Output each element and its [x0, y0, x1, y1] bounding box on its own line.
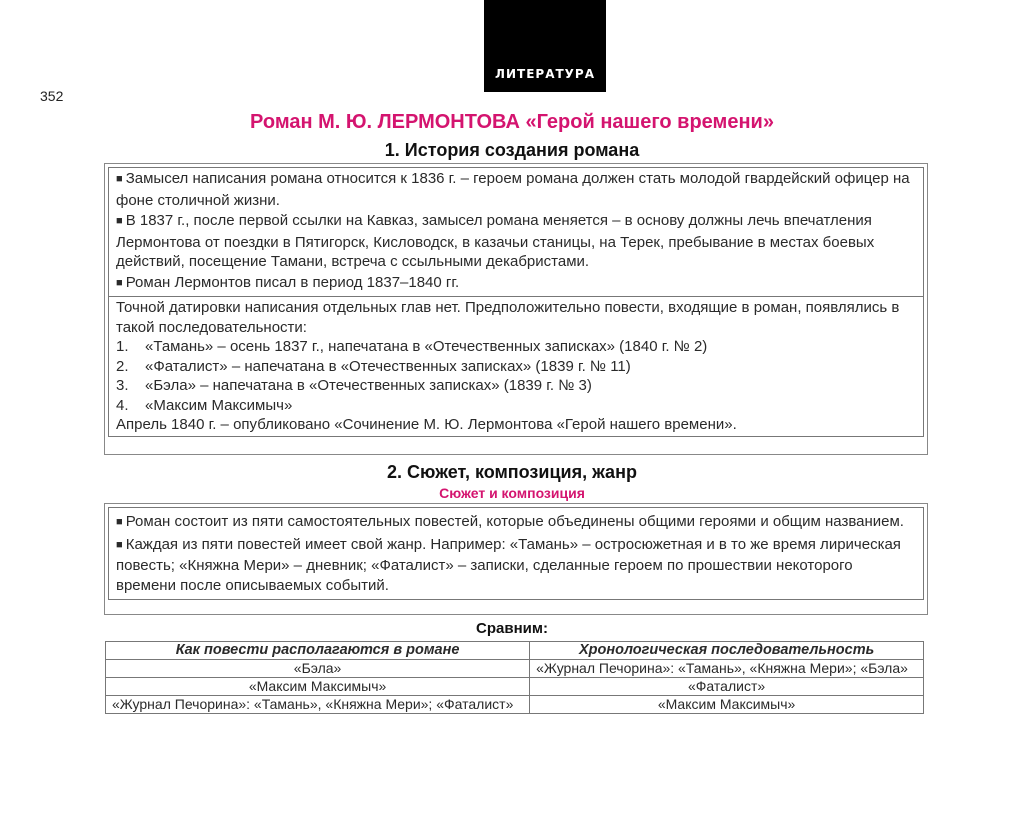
table-cell: «Журнал Печорина»: «Тамань», «Княжна Мери»; «Фаталист»: [106, 696, 530, 714]
table-cell: «Фаталист»: [530, 678, 924, 696]
table-cell: «Журнал Печорина»: «Тамань», «Княжна Мери»; «Бэла»: [530, 660, 924, 678]
section-1-title: 1. История создания романа: [384, 140, 640, 160]
section-2-inner: [108, 507, 924, 600]
bullet-item: ■ Каждая из пяти повестей имеет свой жанр. Например: «Тамань» – остросюжетная и в то же время лирическая повесть; «Княжна Мери» – дневник; «Фаталист» – записки, сделанные героем по прошествии некоторого времени после описываемых событий.: [116, 535, 916, 596]
dating-intro: Точной датировки написания отдельных глав нет. Предположительно повести, входящие в роман, появлялись в такой последовательности:: [116, 299, 900, 336]
list-number: 3.: [116, 377, 129, 394]
list-item: [116, 357, 916, 377]
list-text: «Максим Максимыч»: [145, 396, 293, 414]
column-header-novel-order: Как повести располагаются в романе: [106, 642, 530, 660]
list-number: 1.: [116, 338, 129, 355]
table-cell: «Бэла»: [106, 660, 530, 678]
comparison-table: [105, 641, 924, 714]
table-cell: «Максим Максимыч»: [530, 696, 924, 714]
header-tab: [484, 0, 606, 92]
publication-note: Апрель 1840 г. – опубликовано «Сочинение М. Ю. Лермонтова «Герой нашего времени».: [116, 416, 737, 433]
section-2-subtitle: Сюжет и композиция: [439, 485, 585, 501]
list-number: 2.: [116, 357, 129, 375]
compare-title: Сравним:: [476, 620, 548, 637]
header-label: ЛИТЕРАТУРА: [495, 67, 595, 81]
bullet-item: ■ Роман Лермонтов писал в период 1837–1840 гг.: [116, 273, 916, 295]
table-header-row: [106, 642, 924, 660]
table-cell: «Максим Максимыч»: [106, 678, 530, 696]
page-title: Роман М. Ю. ЛЕРМОНТОВА «Герой нашего времени»: [250, 111, 774, 133]
list-text: «Фаталист» – напечатана в «Отечественных записках» (1839 г. № 11): [145, 357, 631, 375]
story-order-list: [116, 337, 916, 415]
section-2-title: 2. Сюжет, композиция, жанр: [387, 462, 637, 482]
section-1-frame: [104, 163, 928, 455]
list-text: «Бэла» – напечатана в «Отечественных записках» (1839 г. № 3): [145, 377, 592, 394]
section-1-inner: [108, 167, 924, 437]
page-number: 352: [40, 88, 64, 104]
bullet-item: ■ В 1837 г., после первой ссылки на Кавказ, замысел романа меняется – в основу должны лечь впечатления Лермонтова от поездки в Пятигорск, Кисловодск, в казачьи станицы, на Терек, пребывание в местах боевых действий, посещение Тамани, встреча с ссыльными декабристами.: [116, 211, 916, 272]
table-row: [106, 660, 924, 678]
dating-box: [109, 296, 923, 436]
list-number: 4.: [116, 396, 129, 414]
list-item: [116, 337, 916, 357]
bullet-item: ■ Роман состоит из пяти самостоятельных повестей, которые объединены общими героями и общим названием.: [116, 512, 916, 534]
history-bullets-box: [109, 168, 923, 296]
bullet-item: ■ Замысел написания романа относится к 1836 г. – героем романа должен стать молодой гвардейский офицер на фоне столичной жизни.: [116, 169, 916, 210]
list-text: «Тамань» – осень 1837 г., напечатана в «Отечественных записках» (1840 г. № 2): [145, 338, 708, 355]
section-2-frame: [104, 503, 928, 615]
table-row: [106, 696, 924, 714]
column-header-chronology: Хронологическая последовательность: [530, 642, 924, 660]
composition-box: [109, 508, 923, 599]
table-row: [106, 678, 924, 696]
list-item: [116, 396, 916, 416]
list-item: [116, 376, 916, 396]
